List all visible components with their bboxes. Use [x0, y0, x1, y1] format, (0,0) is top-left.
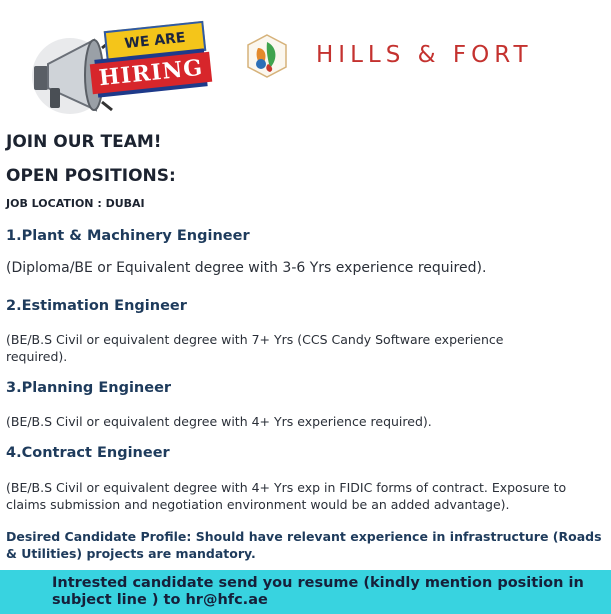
- hiring-label: HIRING: [89, 52, 212, 94]
- job-location: JOB LOCATION : DUBAI: [6, 197, 145, 210]
- position-title: 1.Plant & Machinery Engineer: [6, 228, 250, 244]
- brand: [240, 32, 611, 92]
- we-are-hiring-graphic: [0, 0, 240, 125]
- position-title: 3.Planning Engineer: [6, 380, 172, 396]
- position-description: (Diploma/BE or Equivalent degree with 3-6 Yrs experience required).: [6, 260, 487, 276]
- apply-text: Intrested candidate send you resume (kindly mention position in subject line ) to: [52, 575, 584, 608]
- position-title: 2.Estimation Engineer: [6, 298, 187, 314]
- brand-name: HILLS & FORT: [316, 42, 533, 68]
- position-description: (BE/B.S Civil or equivalent degree with 4+ Yrs experience required).: [6, 414, 432, 429]
- company-logo: [246, 34, 288, 78]
- position-description: (BE/B.S Civil or equivalent degree with 7+ Yrs (CCS Candy Software experience required).: [6, 332, 504, 364]
- desired-candidate-profile: Desired Candidate Profile: Should have relevant experience in infrastructure (Roads & Utilities) projects are mandatory.: [6, 529, 602, 561]
- open-positions-heading: OPEN POSITIONS:: [6, 166, 176, 186]
- join-heading: JOIN OUR TEAM!: [6, 132, 162, 152]
- apply-instructions: [52, 575, 592, 609]
- position-description: (BE/B.S Civil or equivalent degree with 4+ Yrs exp in FIDIC forms of contract. Exposure to claims submission and negotiation environment would be an added advantage).: [6, 480, 567, 512]
- we-are-label: WE ARE: [104, 21, 207, 61]
- email-link[interactable]: hr@hfc.ae: [185, 592, 268, 608]
- header: [0, 0, 611, 125]
- apply-footer: [0, 570, 611, 614]
- position-title: 4.Contract Engineer: [6, 445, 170, 461]
